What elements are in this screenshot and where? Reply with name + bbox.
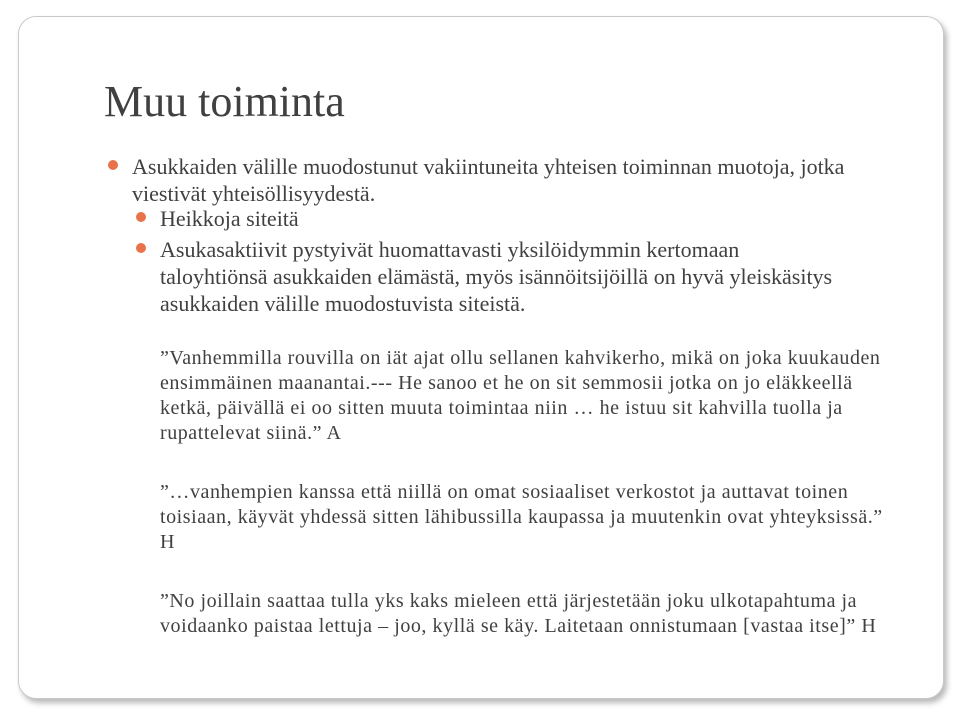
quote-2: ”…vanhempien kanssa että niillä on omat sosiaaliset verkostot ja auttavat toinen toisiaan, käyvät yhdessä sitten lähibussilla kaupassa ja muutenkin ovat yhteyksissä.” H (160, 481, 883, 553)
quote-1: ”Vanhemmilla rouvilla on iät ajat ollu sellanen kahvikerho, mikä on joka kuukauden ensimmäinen maanantai.--- He sanoo et he on sit semmosii jotka on jo eläkkeellä ketkä, päivällä ei oo sitten muuta toimintaa niin … he istuu sit kahvilla tuolla ja rupattelevat siinä.” A (160, 347, 881, 444)
bullet-dot-icon (136, 212, 146, 222)
quote-3: ”No joillain saattaa tulla yks kaks mieleen että järjestetään joku ulkotapahtuma ja voidaanko paistaa lettuja – joo, kyllä se käy. Laitetaan onnistumaan [vastaa itse]” H (160, 590, 877, 637)
bullet-dot-icon (108, 160, 118, 170)
bullet-dot-icon (136, 243, 146, 253)
sub-bullet-text-2: Asukasaktiivit pystyivät huomattavasti yksilöidymmin kertomaan taloyhtiönsä asukkaiden elämästä, myös isännöitsijöillä on hyvä yleiskäsitys asukkaiden välille muodostuvista siteistä. (160, 237, 833, 316)
bullet-text-1: Asukkaiden välille muodostunut vakiintuneita yhteisen toiminnan muotoja, jotka viestivät yhteisöllisyydestä. (132, 154, 845, 206)
sub-bullet-text-1: Heikkoja siteitä (160, 206, 299, 231)
slide-title: Muu toiminta (104, 77, 345, 126)
